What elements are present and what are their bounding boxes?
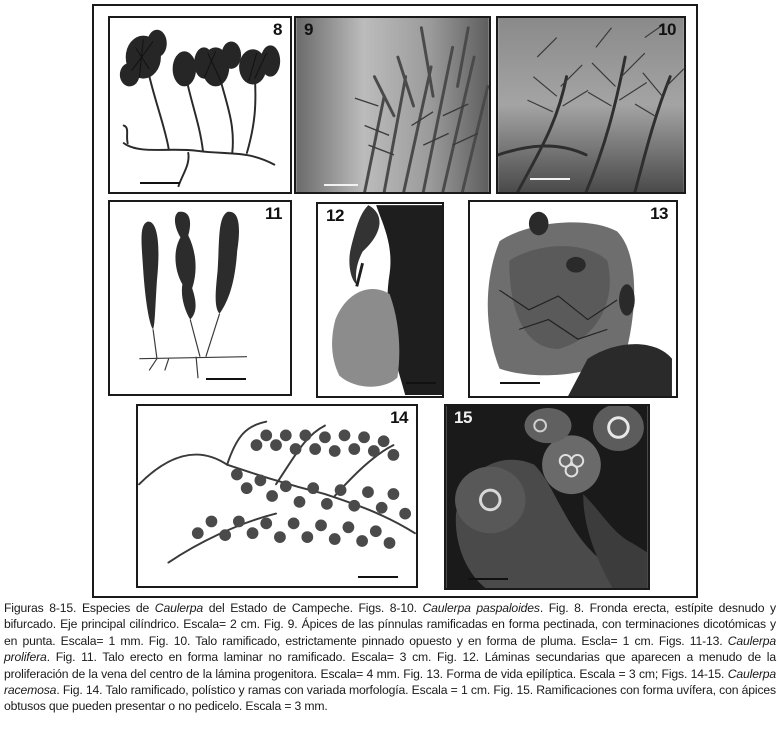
panel-8 (108, 16, 292, 194)
panel-number: 9 (304, 20, 313, 39)
secondary-blade-closeup-photo (318, 204, 442, 396)
caulerpa-prolifera-blades-photo (110, 202, 290, 394)
panel-15 (444, 404, 650, 590)
caption-text: Figuras 8-15. Especies de (4, 601, 155, 615)
pinnule-apices-photo (296, 18, 489, 192)
caption-species-name: Caulerpa racemosa (4, 666, 776, 698)
panel-14 (136, 404, 418, 588)
caption-species-name: Caulerpa prolifera (4, 633, 776, 665)
panel-number: 11 (265, 204, 282, 223)
panel-number: 14 (390, 408, 408, 427)
panel-12 (316, 202, 444, 398)
panel-9 (294, 16, 491, 194)
panel-number: 12 (326, 206, 344, 225)
epilithic-growth-photo (470, 202, 676, 396)
scale-bar (324, 184, 358, 186)
pinnate-thallus-photo (498, 18, 684, 192)
panel-number: 10 (658, 20, 676, 39)
scale-bar (468, 578, 508, 580)
scale-bar (140, 182, 180, 184)
panel-number: 8 (273, 20, 282, 39)
caption-text: del Estado de Campeche. Figs. 8-10. (203, 601, 423, 615)
uviform-ramuli-closeup-photo (446, 406, 648, 588)
caption-species-name: Caulerpa paspaloides (422, 601, 540, 615)
scale-bar (206, 378, 246, 380)
scale-bar (358, 576, 398, 578)
caption-species-genus: Caulerpa (154, 601, 204, 615)
scale-bar (530, 178, 570, 180)
panel-13 (468, 200, 678, 398)
panel-11 (108, 200, 292, 396)
caption-text: . Fig. 14. Talo ramificado, polístico y ramas con variada morfología. Escala = 1 cm. Fig. 15. Ramificaciones con forma uvífera, con ápices obtusos que pueden presentar o no pedicelo. Escala = 3 mm. (4, 683, 776, 714)
panel-number: 15 (454, 408, 472, 427)
caption-text: . Fig. 8. Fronda erecta, estípite desnudo y bifurcado. Eje principal cilíndrico. Escala= 2 cm. Fig. 9. Ápices de las pínnulas ramificadas en forma pectinada, con terminaciones dicotómicas y en punta. Escala= 1 mm. Fig. 10. Talo ramificado, estrictamente pinnado opuesto y en forma de pluma. Escla= 1 cm. Figs. 11-13. (4, 601, 776, 648)
caulerpa-racemosa-thallus-photo (138, 406, 416, 586)
caption-text: . Fig. 11. Talo erecto en forma laminar no ramificado. Escala= 3 cm. Fig. 12. Láminas secundarias que aparecen a menudo de la proliferación de la vena del centro de la lámina progenitora. Escala= 4 mm. Fig. 13. Forma de vida epilíptica. Escala = 3 cm; Figs. 14-15. (4, 650, 776, 681)
panel-number: 13 (650, 204, 668, 223)
scale-bar (406, 382, 436, 384)
figure-caption (4, 600, 776, 715)
panel-10 (496, 16, 686, 194)
figure-plate (92, 4, 698, 598)
scale-bar (500, 382, 540, 384)
caulerpa-paspaloides-frond-photo (110, 18, 290, 192)
